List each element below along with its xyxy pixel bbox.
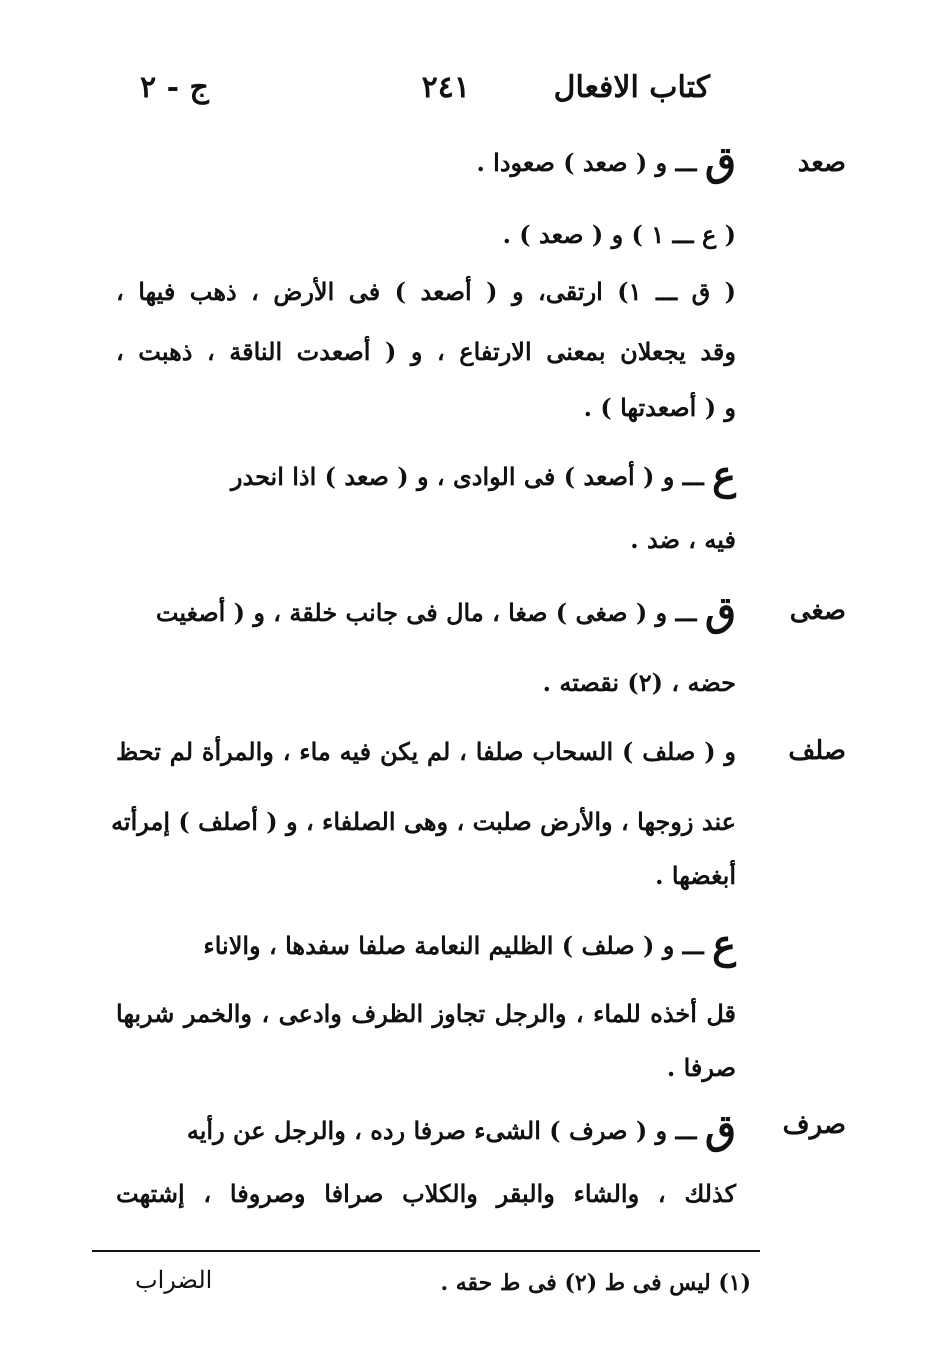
text-line xyxy=(116,1106,736,1154)
text-line xyxy=(116,663,736,707)
line-text: و ( صلف ) السحاب صلفا ، لم يكن فيه ماء ، والمرأة لم تحظ xyxy=(116,737,736,766)
text-line xyxy=(116,272,736,316)
line-text: ( ع ـــ ١ ) و ( صعد ) . xyxy=(502,220,736,249)
entry-word: صرف xyxy=(782,1110,846,1140)
line-text: أبغضها . xyxy=(655,861,736,890)
entry-word: صعد xyxy=(797,148,846,178)
text-line xyxy=(111,802,736,846)
line-text: ـــ و ( صغى ) صغا ، مال فى جانب خلقة ، و ( أصغيت xyxy=(155,598,697,627)
line-text: قل أخذه للماء ، والرجل تجاوز الظرف وادعى ، والخمر شربها xyxy=(116,999,736,1028)
line-text: ـــ و ( أصعد ) فى الوادى ، و ( صعد ) اذا انحدر xyxy=(230,462,704,491)
text-line xyxy=(116,388,736,432)
line-text: كذلك ، والشاء والبقر والكلاب صرافا وصروفا ، إشتهت xyxy=(116,1179,736,1208)
text-line xyxy=(116,732,736,776)
text-line xyxy=(116,1174,736,1218)
line-text: ـــ و ( صلف ) الظليم النعامة صلفا سفدها ، والاناء xyxy=(203,931,704,960)
book-title: كتاب الافعال xyxy=(553,70,710,105)
text-line xyxy=(116,452,736,500)
text-line xyxy=(116,215,736,259)
source-mark: ق xyxy=(704,588,736,635)
line-text: ـــ و ( صعد ) صعودا . xyxy=(476,148,697,177)
line-text: عند زوجها ، والأرض صلبت ، وهى الصلفاء ، و ( أصلف ) إمرأته xyxy=(111,807,736,836)
text-line xyxy=(116,138,736,186)
line-text: و ( أصعدتها ) . xyxy=(583,393,736,422)
text-line xyxy=(116,856,736,900)
volume-label: ج - ٢ xyxy=(140,70,209,105)
text-line xyxy=(116,520,736,564)
line-text: صرفا . xyxy=(666,1053,736,1082)
text-line xyxy=(116,921,736,969)
text-line xyxy=(116,994,736,1038)
entry-word: صلف xyxy=(788,736,846,766)
source-mark: ق xyxy=(704,138,736,185)
source-mark: ع xyxy=(712,452,736,499)
footnote: (١) ليس فى ط (٢) فى ط حقه . xyxy=(440,1270,751,1296)
source-mark: ع xyxy=(712,921,736,968)
entry-word: صغى xyxy=(789,596,846,626)
line-text: وقد يجعلان بمعنى الارتفاع ، و ( أصعدت الناقة ، ذهبت ، xyxy=(116,337,736,366)
catchword: الضراب xyxy=(135,1266,213,1294)
text-line xyxy=(116,1048,736,1092)
line-text: ـــ و ( صرف ) الشىء صرفا رده ، والرجل عن رأيه xyxy=(186,1116,697,1145)
page-header xyxy=(110,70,710,120)
line-text: فيه ، ضد . xyxy=(630,525,736,554)
text-line xyxy=(116,332,736,376)
source-mark: ق xyxy=(704,1106,736,1153)
line-text: ( ق ـــ ١) ارتقى، و ( أصعد ) فى الأرض ، ذهب فيها ، xyxy=(116,277,737,306)
page-number: ٢٤١ xyxy=(421,70,470,105)
footnote-divider xyxy=(92,1250,760,1252)
line-text: حضه ، (٢) نقصته . xyxy=(542,668,736,697)
text-line xyxy=(116,588,736,636)
